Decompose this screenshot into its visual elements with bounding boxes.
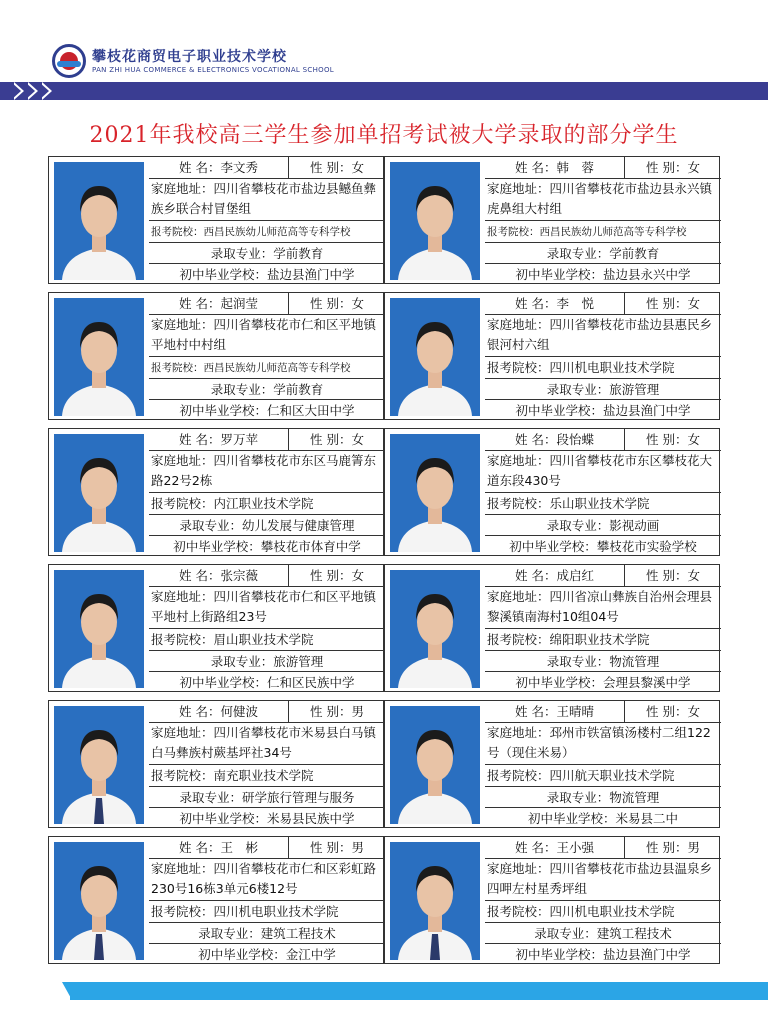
- student-card: [384, 292, 720, 420]
- home-address: 家庭地址：四川省攀枝花市米易县白马镇白马彝族村蕨基坪社34号: [149, 723, 385, 765]
- applied-college: 报考院校：西昌民族幼儿师范高等专科学校: [485, 221, 721, 243]
- student-gender: 性 别：男: [646, 840, 700, 855]
- home-address: 家庭地址：四川省攀枝花市东区攀枝花大道东段430号: [485, 451, 721, 493]
- student-photo: [390, 842, 480, 960]
- middle-school: 初中毕业学校：盐边县渔门中学: [515, 947, 691, 962]
- middle-school: 初中毕业学校：盐边县渔门中学: [179, 267, 355, 282]
- student-card: [48, 836, 384, 964]
- student-row: [48, 428, 720, 556]
- student-photo: [54, 706, 144, 824]
- middle-school: 初中毕业学校：米易县民族中学: [179, 811, 355, 826]
- student-info: [485, 429, 721, 557]
- student-row: [48, 292, 720, 420]
- admitted-major: 录取专业：建筑工程技术: [485, 923, 721, 944]
- admitted-major: 录取专业：旅游管理: [149, 651, 385, 672]
- home-address: 家庭地址：四川省攀枝花市仁和区彩虹路230号16栋3单元6楼12号: [149, 859, 385, 901]
- name-gender-line: [485, 157, 721, 179]
- home-address: 家庭地址：四川省攀枝花市东区马鹿箐东路22号2栋: [149, 451, 385, 493]
- student-photo: [54, 434, 144, 552]
- applied-college: 报考院校：南充职业技术学院: [149, 765, 385, 787]
- school-name-en: PAN ZHI HUA COMMERCE & ELECTRONICS VOCATIONAL SCHOOL: [92, 66, 334, 74]
- middle-school: 初中毕业学校：会理县黎溪中学: [515, 675, 691, 690]
- student-name: 姓 名：何健波: [149, 701, 289, 723]
- student-row: [48, 700, 720, 828]
- student-card: [384, 836, 720, 964]
- applied-college: 报考院校：四川机电职业技术学院: [485, 357, 721, 379]
- student-photo: [54, 298, 144, 416]
- student-name: 姓 名：王小强: [485, 837, 625, 859]
- applied-college: 报考院校：四川机电职业技术学院: [485, 901, 721, 923]
- student-name: 姓 名：起润莹: [149, 293, 289, 315]
- student-name: 姓 名：张宗薇: [149, 565, 289, 587]
- middle-school: 初中毕业学校：盐边县渔门中学: [515, 403, 691, 418]
- header-bar: [0, 82, 768, 100]
- middle-school: 初中毕业学校：仁和区大田中学: [179, 403, 355, 418]
- admitted-major: 录取专业：物流管理: [485, 651, 721, 672]
- student-row: [48, 156, 720, 284]
- student-card: [384, 156, 720, 284]
- student-info: [149, 293, 385, 421]
- applied-college: 报考院校：眉山职业技术学院: [149, 629, 385, 651]
- home-address: 家庭地址：四川省攀枝花市仁和区平地镇平地村上街路组23号: [149, 587, 385, 629]
- student-info: [149, 701, 385, 829]
- home-address: 家庭地址：四川省攀枝花市盐边县鳡鱼彝族乡联合村冒堡组: [149, 179, 385, 221]
- admitted-major: 录取专业：影视动画: [485, 515, 721, 536]
- admitted-major: 录取专业：学前教育: [149, 243, 385, 264]
- name-gender-line: [149, 293, 385, 315]
- student-gender: 性 别：女: [646, 160, 700, 175]
- student-card: [384, 564, 720, 692]
- name-gender-line: [485, 429, 721, 451]
- home-address: 家庭地址：四川省攀枝花市盐边县惠民乡银河村六组: [485, 315, 721, 357]
- home-address: 家庭地址：邳州市铁富镇汤楼村二组122号（现住米易）: [485, 723, 721, 765]
- student-name: 姓 名：罗万苹: [149, 429, 289, 451]
- school-logo-icon: [52, 44, 86, 78]
- student-gender: 性 别：女: [646, 296, 700, 311]
- student-name: 姓 名：李 悦: [485, 293, 625, 315]
- middle-school: 初中毕业学校：仁和区民族中学: [179, 675, 355, 690]
- student-card: [384, 428, 720, 556]
- home-address: 家庭地址：四川省攀枝花市仁和区平地镇平地村中村组: [149, 315, 385, 357]
- student-info: [149, 837, 385, 965]
- student-name: 姓 名：段怡蝶: [485, 429, 625, 451]
- student-photo: [390, 434, 480, 552]
- home-address: 家庭地址：四川省攀枝花市盐边县温泉乡四呷左村星秀坪组: [485, 859, 721, 901]
- student-info: [149, 157, 385, 285]
- student-name: 姓 名：王 彬: [149, 837, 289, 859]
- student-gender: 性 别：女: [310, 568, 364, 583]
- student-photo: [54, 842, 144, 960]
- name-gender-line: [149, 157, 385, 179]
- student-gender: 性 别：女: [646, 432, 700, 447]
- admitted-major: 录取专业：学前教育: [149, 379, 385, 400]
- name-gender-line: [485, 837, 721, 859]
- applied-college: 报考院校：四川机电职业技术学院: [149, 901, 385, 923]
- middle-school: 初中毕业学校：米易县二中: [527, 811, 678, 826]
- applied-college: 报考院校：绵阳职业技术学院: [485, 629, 721, 651]
- student-info: [485, 701, 721, 829]
- student-name: 姓 名：成启红: [485, 565, 625, 587]
- name-gender-line: [149, 429, 385, 451]
- student-card: [48, 564, 384, 692]
- student-photo: [390, 162, 480, 280]
- name-gender-line: [485, 565, 721, 587]
- admitted-major: 录取专业：旅游管理: [485, 379, 721, 400]
- admitted-major: 录取专业：幼儿发展与健康管理: [149, 515, 385, 536]
- admitted-major: 录取专业：建筑工程技术: [149, 923, 385, 944]
- admitted-major: 录取专业：物流管理: [485, 787, 721, 808]
- student-name: 姓 名：韩 蓉: [485, 157, 625, 179]
- student-name: 姓 名：李文秀: [149, 157, 289, 179]
- student-info: [485, 293, 721, 421]
- middle-school: 初中毕业学校：攀枝花市体育中学: [173, 539, 361, 554]
- student-card: [48, 700, 384, 828]
- name-gender-line: [485, 701, 721, 723]
- student-info: [485, 565, 721, 693]
- student-gender: 性 别：男: [310, 840, 364, 855]
- applied-college: 报考院校：四川航天职业技术学院: [485, 765, 721, 787]
- student-info: [485, 837, 721, 965]
- student-gender: 性 别：男: [310, 704, 364, 719]
- student-card: [48, 156, 384, 284]
- student-gender: 性 别：女: [310, 432, 364, 447]
- school-name-cn: 攀枝花商贸电子职业技术学校: [92, 49, 287, 65]
- name-gender-line: [485, 293, 721, 315]
- student-card: [384, 700, 720, 828]
- name-gender-line: [149, 701, 385, 723]
- middle-school: 初中毕业学校：攀枝花市实验学校: [509, 539, 697, 554]
- page-title: 2021年我校高三学生参加单招考试被大学录取的部分学生: [89, 123, 679, 148]
- middle-school: 初中毕业学校：盐边县永兴中学: [515, 267, 691, 282]
- applied-college: 报考院校：内江职业技术学院: [149, 493, 385, 515]
- name-gender-line: [149, 837, 385, 859]
- middle-school: 初中毕业学校：金江中学: [198, 947, 336, 962]
- student-gender: 性 别：女: [310, 160, 364, 175]
- student-card: [48, 428, 384, 556]
- applied-college: 报考院校：乐山职业技术学院: [485, 493, 721, 515]
- home-address: 家庭地址：四川省凉山彝族自治州会理县黎溪镇南海村10组04号: [485, 587, 721, 629]
- student-photo: [390, 298, 480, 416]
- student-card: [48, 292, 384, 420]
- student-photo: [54, 570, 144, 688]
- student-row: [48, 564, 720, 692]
- student-row: [48, 836, 720, 964]
- admitted-major: 录取专业：研学旅行管理与服务: [149, 787, 385, 808]
- student-name: 姓 名：王晴晴: [485, 701, 625, 723]
- footer-bar: [0, 982, 768, 1024]
- student-info: [149, 429, 385, 557]
- name-gender-line: [149, 565, 385, 587]
- admitted-major: 录取专业：学前教育: [485, 243, 721, 264]
- student-photo: [390, 706, 480, 824]
- student-gender: 性 别：女: [646, 568, 700, 583]
- student-info: [149, 565, 385, 693]
- student-gender: 性 别：女: [646, 704, 700, 719]
- home-address: 家庭地址：四川省攀枝花市盐边县永兴镇虎鼻组大村组: [485, 179, 721, 221]
- student-gender: 性 别：女: [310, 296, 364, 311]
- page-header: [0, 0, 768, 110]
- applied-college: 报考院校：西昌民族幼儿师范高等专科学校: [149, 357, 385, 379]
- student-photo: [54, 162, 144, 280]
- student-info: [485, 157, 721, 285]
- student-photo: [390, 570, 480, 688]
- applied-college: 报考院校：西昌民族幼儿师范高等专科学校: [149, 221, 385, 243]
